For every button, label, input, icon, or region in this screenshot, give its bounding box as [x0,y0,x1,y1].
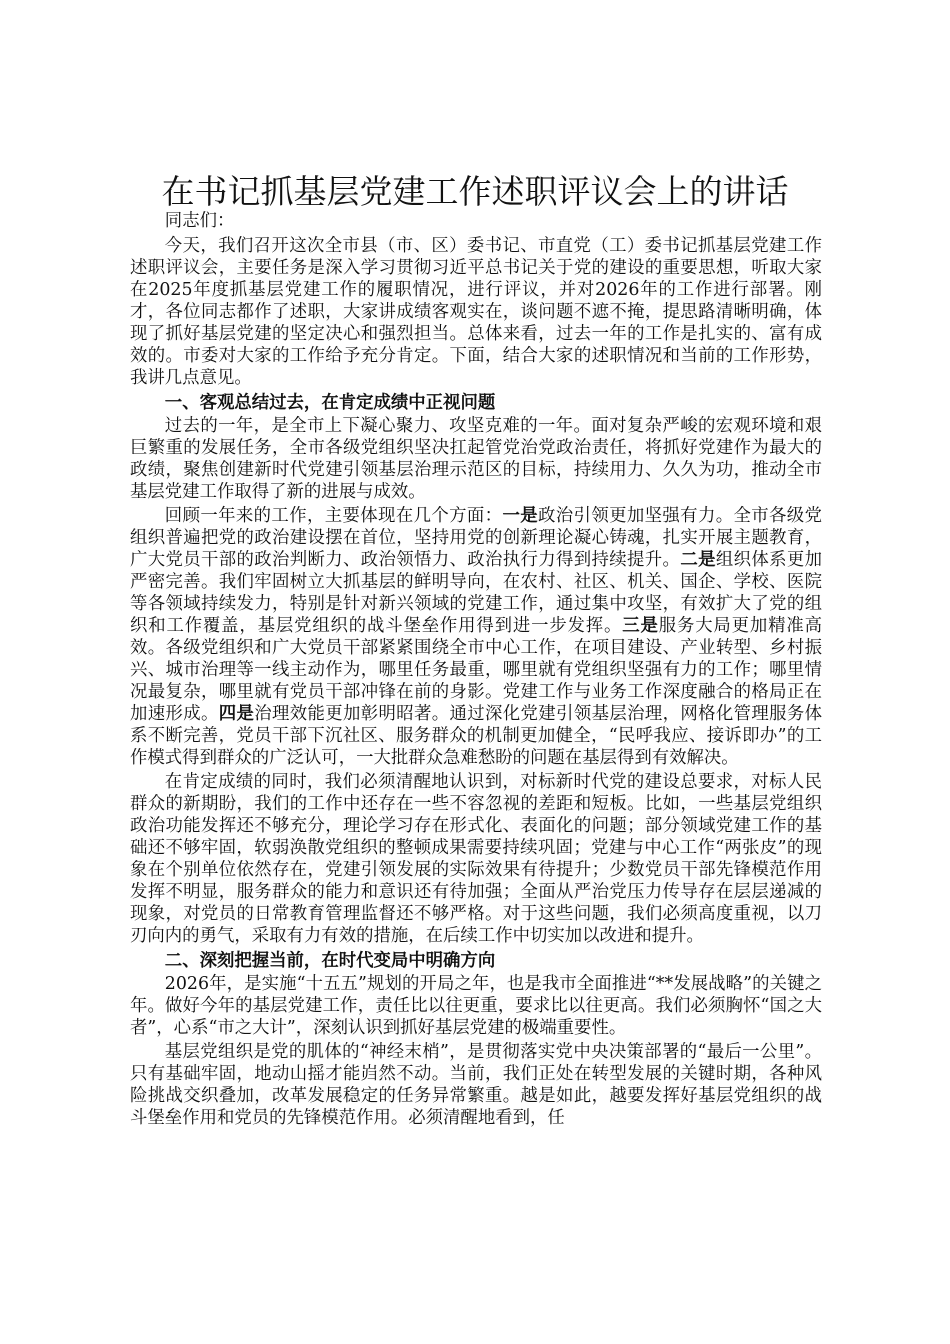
salutation: 同志们： [164,211,235,231]
point-2-keyword: 二是 [680,550,716,570]
point-1-text: 政治引领更加坚强有力。全市各级党组织普遍把党的政治建设摆在首位，坚持用党的创新理论凝心铸魂，扎实开展主题教育，广大党员干部的政治判断力、政治领悟力、政治执行力得到持续提升。 [130,506,822,570]
paragraph-intro-text: 回顾一年来的工作，主要体现在几个方面： [164,506,503,526]
section-1-paragraph-2 [130,505,822,769]
section-2-paragraph-1: 2026年，是实施“十五五”规划的开局之年，也是我市全面推进“**发展战略”的关键之年。做好今年的基层党建工作，责任比以往更重，要求比以往更高。我们必须胸怀“国之大者”，心系“市之大计”，深刻认识到抓好基层党建的极端重要性。 [130,974,822,1038]
section-2-heading: 二、深刻把握当前，在时代变局中明确方向 [164,951,496,971]
document-body [130,211,822,1131]
document-title: 在书记抓基层党建工作述职评议会上的讲话 [161,172,789,211]
point-1-keyword: 一是 [502,506,538,526]
point-2-text: 组织体系更加严密完善。我们牢固树立大抓基层的鲜明导向，在农村、社区、机关、国企、学校、医院等各领域持续发力，特别是针对新兴领域的党建工作，通过集中攻坚，有效扩大了党的组织和工作覆盖，基层党组织的战斗堡垒作用得到进一步发挥。 [130,550,822,636]
section-2-paragraph-2: 基层党组织是党的肌体的“神经末梢”，是贯彻落实党中央决策部署的“最后一公里”。只有基础牢固，地动山摇才能岿然不动。当前，我们正处在转型发展的关键时期，各种风险挑战交织叠加，改革发展稳定的任务异常繁重。越是如此，越要发挥好基层党组织的战斗堡垒作用和党员的先锋模范作用。必须清醒地看到，任 [130,1042,822,1128]
section-1-heading: 一、客观总结过去，在肯定成绩中正视问题 [164,393,496,413]
point-3-text: 服务大局更加精准高效。各级党组织和广大党员干部紧紧围绕全市中心工作，在项目建设、产业转型、乡村振兴、城市治理等一线主动作为，哪里任务最重，哪里就有党组织坚强有力的工作；哪里情况最复杂，哪里就有党员干部冲锋在前的身影。党建工作与业务工作深度融合的格局正在加速形成。 [130,616,822,724]
point-4-keyword: 四是 [218,704,255,724]
intro-paragraph: 今天，我们召开这次全市县（市、区）委书记、市直党（工）委书记抓基层党建工作述职评议会，主要任务是深入学习贯彻习近平总书记关于党的建设的重要思想，听取大家在2025年度抓基层党建工作的履职情况，进行评议，并对2026年的工作进行部署。刚才，各位同志都作了述职，大家讲成绩客观实在，谈问题不遮不掩，提思路清晰明确，体现了抓好基层党建的坚定决心和强烈担当。总体来看，过去一年的工作是扎实的、富有成效的。市委对大家的工作给予充分肯定。下面，结合大家的述职情况和当前的工作形势，我讲几点意见。 [130,236,822,388]
section-1-paragraph-3: 在肯定成绩的同时，我们必须清醒地认识到，对标新时代党的建设总要求，对标人民群众的新期盼，我们的工作中还存在一些不容忽视的差距和短板。比如，一些基层党组织政治功能发挥还不够充分，理论学习存在形式化、表面化的问题；部分领域党建工作的基础还不够牢固，软弱涣散党组织的整顿成果需要持续巩固；党建与中心工作“两张皮”的现象在个别单位依然存在，党建引领发展的实际效果有待提升；少数党员干部先锋模范作用发挥不明显，服务群众的能力和意识还有待加强；全面从严治党压力传导存在层层递减的现象，对党员的日常教育管理监督还不够严格。对于这些问题，我们必须高度重视，以刀刃向内的勇气，采取有力有效的措施，在后续工作中切实加以改进和提升。 [130,772,822,946]
point-3-keyword: 三是 [622,616,659,636]
section-1-paragraph-1: 过去的一年，是全市上下凝心聚力、攻坚克难的一年。面对复杂严峻的宏观环境和艰巨繁重的发展任务，全市各级党组织坚决扛起管党治党政治责任，将抓好党建作为最大的政绩，聚焦创建新时代党建引领基层治理示范区的目标，持续用力、久久为功，推动全市基层党建工作取得了新的进展与成效。 [130,416,822,502]
point-4-text: 治理效能更加彰明昭著。通过深化党建引领基层治理，网格化管理服务体系不断完善，党员干部下沉社区、服务群众的机制更加健全，“民呼我应、接诉即办”的工作模式得到群众的广泛认可，一大批群众急难愁盼的问题在基层得到有效解决。 [130,704,822,768]
